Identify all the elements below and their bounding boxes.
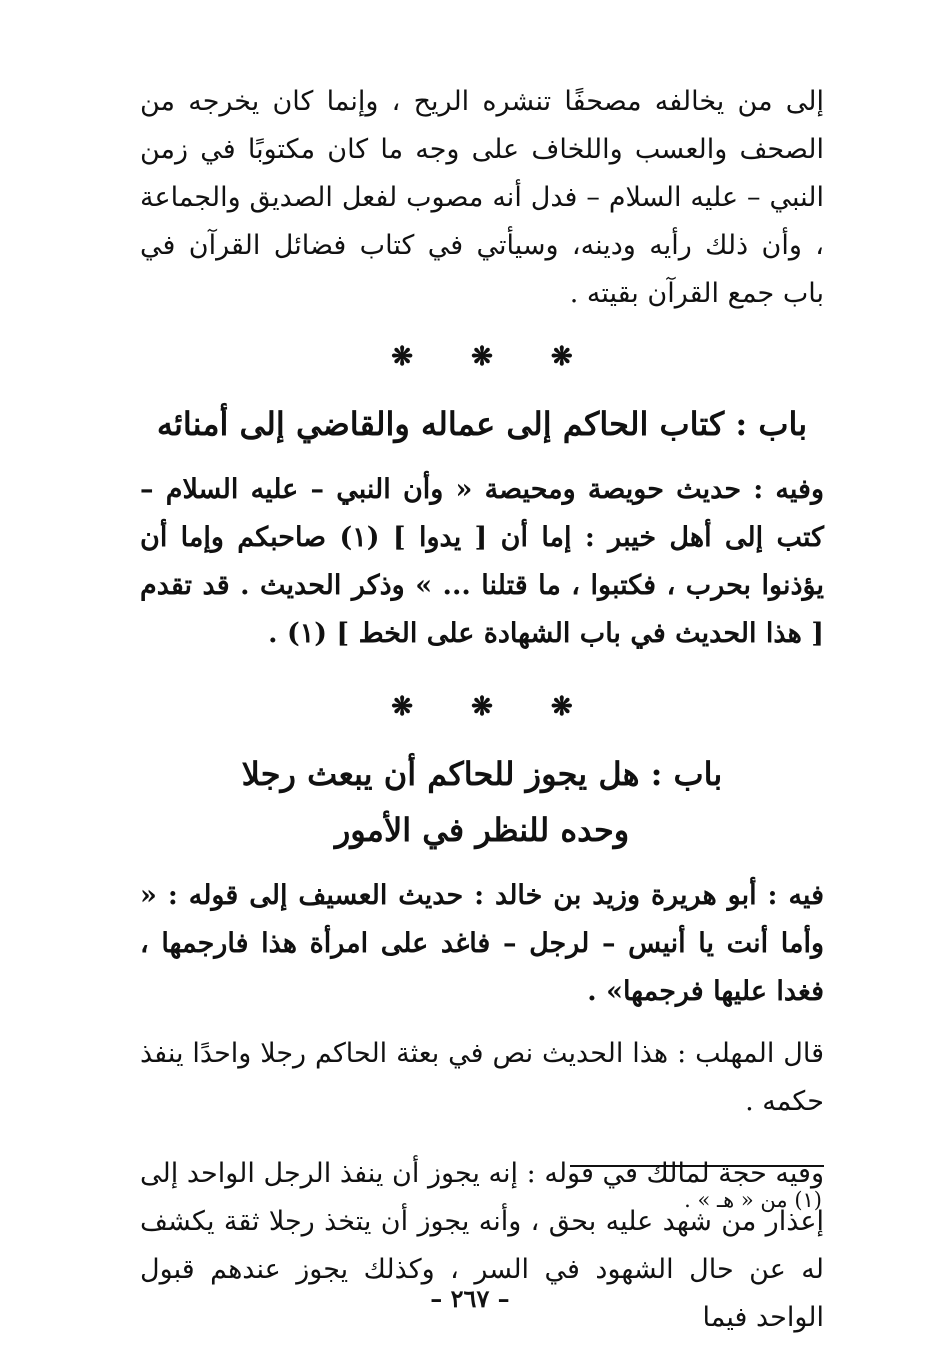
page-body	[140, 78, 824, 1342]
paragraph-continuation: إلى من يخالفه مصحفًا تنشره الريح ، وإنما كان يخرجه من الصحف والعسب واللخاف على وجه ما كان مكتوبًا في زمن النبي – عليه السلام – فدل أنه مصوب لفعل الصديق والجماعة ، وأن ذلك رأيه ودينه، وسيأتي في كتاب فضائل القرآن في باب جمع القرآن بقيته .	[140, 86, 824, 309]
paragraph-malik: وفيه حجة لمالك في قوله : إنه يجوز أن ينفذ الرجل الواحد إلى إعذار من شهد عليه بحق ، وأنه يجوز أن يتخذ رجلا ثقة يكشف له عن حال الشهود في السر ، وكذلك يجوز عندهم قبول الواحد فيما	[140, 1158, 824, 1333]
section-separator	[140, 332, 824, 382]
paragraph-hadith-huwaysa: وفيه : حديث حويصة ومحيصة « وأن النبي – عليه السلام – كتب إلى أهل خيبر : إما أن [ يدوا ] (١) صاحبكم وإما أن يؤذنوا بحرب ، فكتبوا ، ما قتلنا ... » وذكر الحديث . قد تقدم [ هذا الحديث في باب الشهادة على الخط ] (١) .	[140, 474, 825, 649]
chapter-heading-2-line-2: وحده للنظر في الأمور	[334, 811, 630, 849]
paragraph-hadith-asif: فيه : أبو هريرة وزيد بن خالد : حديث العسيف إلى قوله : « وأما أنت يا أنيس – لرجل – فاغد على امرأة هذا فارجمها ، فغدا عليها فرجمها» .	[140, 880, 824, 1007]
section-separator	[140, 682, 824, 732]
star-ornament-icon: ❋	[471, 692, 493, 722]
star-ornament-icon: ❋	[391, 342, 414, 372]
star-ornament-icon: ❋	[471, 342, 493, 372]
page-number: – ٢٦٧ –	[430, 1284, 510, 1313]
star-ornament-icon: ❋	[391, 692, 414, 722]
chapter-heading-2-line-1: باب : هل يجوز للحاكم أن يبعث رجلا	[241, 755, 723, 793]
star-ornament-icon: ❋	[550, 342, 573, 372]
footnote: (١) من « هـ » .	[684, 1188, 822, 1212]
paragraph-muhallab: قال المهلب : هذا الحديث نص في بعثة الحاكم رجلا واحدًا ينفذ حكمه .	[140, 1038, 824, 1117]
footnote-divider	[570, 1165, 824, 1167]
chapter-heading-1: باب : كتاب الحاكم إلى عماله والقاضي إلى أمنائه	[156, 405, 808, 443]
star-ornament-icon: ❋	[550, 692, 573, 722]
